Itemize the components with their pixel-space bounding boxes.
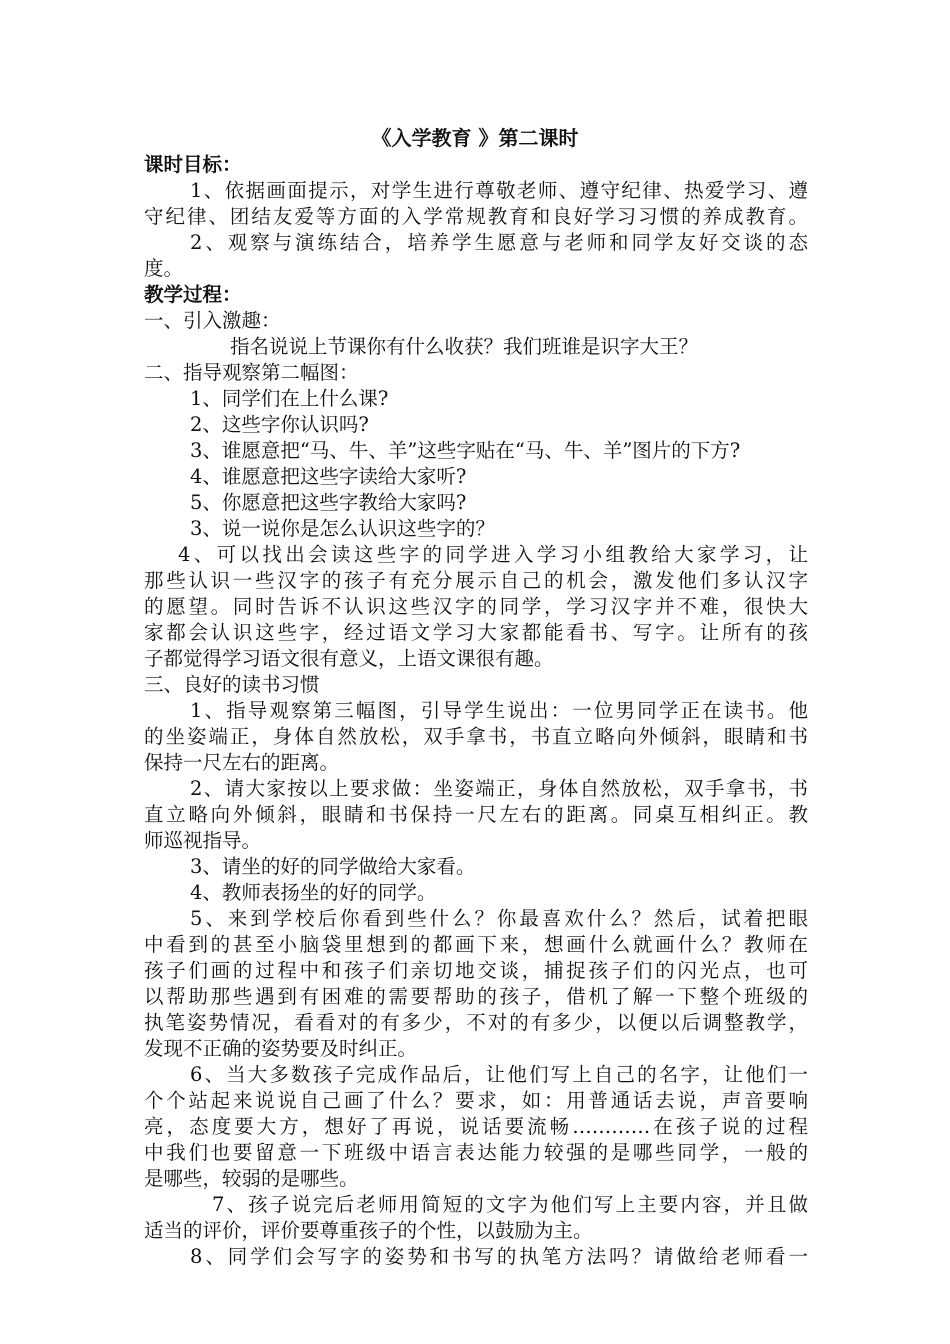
document-line: 保持一尺左右的距离。: [144, 751, 340, 774]
document-line: 执笔姿势情况，看看对的有多少，不对的有多少，以便以后调整教学，: [144, 1011, 808, 1034]
document-line: 1、依据画面提示，对学生进行尊敬老师、遵守纪律、热爱学习、遵: [190, 179, 808, 202]
document-line: 中看到的甚至小脑袋里想到的都画下来，想画什么就画什么？教师在: [144, 933, 808, 956]
document-line: 以帮助那些遇到有困难的需要帮助的孩子，借机了解一下整个班级的: [144, 985, 808, 1008]
document-line: 度。: [144, 257, 184, 280]
document-line: 中我们也要留意一下班级中语言表达能力较强的是哪些同学，一般的: [144, 1141, 808, 1164]
document-line: 师巡视指导。: [144, 829, 262, 852]
document-line: 一、引入激趣：: [144, 309, 281, 332]
document-line: 6、当大多数孩子完成作品后，让他们写上自己的名字，让他们一: [190, 1063, 808, 1086]
document-line: 守纪律、团结友爱等方面的入学常规教育和良好学习习惯的养成教育。: [144, 205, 808, 228]
document-line: 3、请坐的好的同学做给大家看。: [190, 855, 476, 878]
document-line: 2、观察与演练结合，培养学生愿意与老师和同学友好交谈的态: [190, 231, 808, 254]
document-line: 1、同学们在上什么课?: [190, 387, 389, 410]
document-line: 8、同学们会写字的姿势和书写的执笔方法吗？请做给老师看一: [190, 1245, 808, 1268]
document-line: 那些认识一些汉字的孩子有充分展示自己的机会，激发他们多认汉字: [144, 569, 808, 592]
document-line: 孩子们画的过程中和孩子们亲切地交谈，捕捉孩子们的闪光点，也可: [144, 959, 808, 982]
document-line: 的愿望。同时告诉不认识这些汉字的同学，学习汉字并不难，很快大: [144, 595, 808, 618]
document-line: 4、教师表扬坐的好的同学。: [190, 881, 437, 904]
document-line: 7、孩子说完后老师用简短的文字为他们写上主要内容，并且做: [212, 1193, 808, 1216]
document-line: 的坐姿端正，身体自然放松，双手拿书，书直立略向外倾斜，眼睛和书: [144, 725, 808, 748]
document-title: 《入学教育 》第二课时: [371, 126, 579, 150]
document-line: 个个站起来说说自己画了什么？要求，如：用普通话去说，声音要响: [144, 1089, 808, 1112]
document-line: 5、来到学校后你看到些什么？你最喜欢什么？然后，试着把眼: [190, 907, 808, 930]
document-line: 3、谁愿意把“马、牛、羊”这些字贴在“马、牛、羊”图片的下方?: [190, 439, 741, 462]
document-line: 5、你愿意把这些字教给大家吗?: [190, 491, 467, 514]
document-line: 2、这些字你认识吗?: [190, 413, 369, 436]
document-line: 直立略向外倾斜，眼睛和书保持一尺左右的距离。同桌互相纠正。教: [144, 803, 808, 826]
document-line: 指名说说上节课你有什么收获？我们班谁是识字大王？: [230, 335, 699, 358]
document-line: 发现不正确的姿势要及时纠正。: [144, 1037, 418, 1060]
document-line: 课时目标：: [144, 153, 242, 176]
document-line: 是哪些，较弱的是哪些。: [144, 1167, 359, 1190]
document-line: 1、指导观察第三幅图，引导学生说出：一位男同学正在读书。他: [190, 699, 808, 722]
document-line: 2、请大家按以上要求做：坐姿端正，身体自然放松，双手拿书，书: [190, 777, 808, 800]
document-line: 亮，态度要大方，想好了再说，说话要流畅…………在孩子说的过程: [144, 1115, 808, 1138]
document-line: 4、谁愿意把这些字读给大家听?: [190, 465, 467, 488]
document-line: 教学过程：: [144, 283, 242, 306]
document-line: 4、可以找出会读这些字的同学进入学习小组教给大家学习，让: [178, 543, 808, 566]
document-line: 适当的评价，评价要尊重孩子的个性，以鼓励为主。: [144, 1219, 593, 1242]
document-line: 二、指导观察第二幅图：: [144, 361, 359, 384]
document-line: 3、说一说你是怎么认识这些字的？: [190, 517, 495, 540]
document-line: 三、良好的读书习惯: [144, 673, 320, 696]
document-line: 家都会认识这些字，经过语文学习大家都能看书、写字。让所有的孩: [144, 621, 808, 644]
document-line: 子都觉得学习语文很有意义，上语文课很有趣。: [144, 647, 554, 670]
